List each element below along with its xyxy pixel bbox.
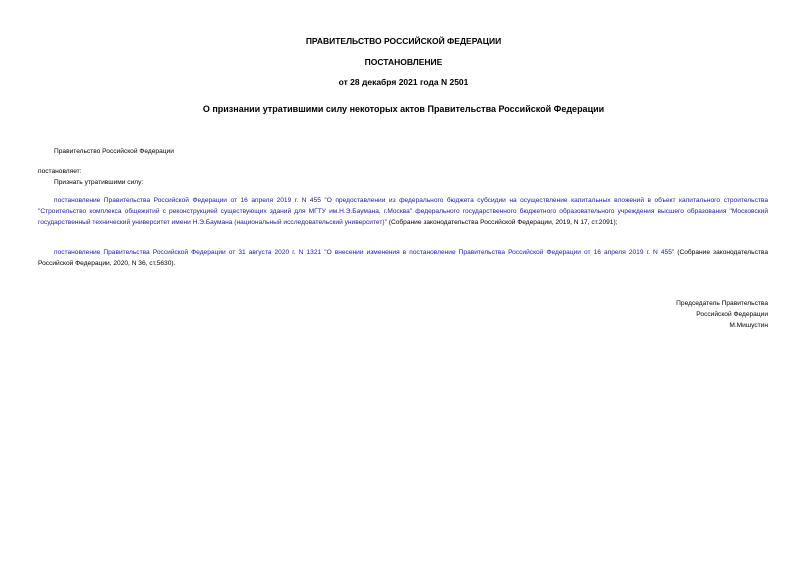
document-type: ПОСТАНОВЛЕНИЕ <box>364 57 443 67</box>
act-source-1: (Собрание законодательства Российской Федерации, 2019, N 17, ст.2091); <box>386 219 618 226</box>
signatory-name: М.Мишустин <box>729 322 768 329</box>
government-line: Правительство Российской Федерации <box>54 148 174 155</box>
document-subject: О признании утратившими силу некоторых актов Правительства Российской Федерации <box>202 104 605 114</box>
document-date-number: от 28 декабря 2021 года N 2501 <box>338 77 469 87</box>
act-source-2: (Собрание законодательства Российской Федерации, 2020, N 36, ст.5630). <box>38 249 768 267</box>
repealed-act-item-1 <box>38 195 768 228</box>
signatory-position-line2: Российской Федерации <box>696 311 768 318</box>
signatory-position-line1: Председатель Правительства <box>676 300 768 307</box>
signature-block <box>676 298 768 331</box>
decrees-line: постановляет: <box>38 168 82 175</box>
repealed-act-item-2 <box>38 247 768 269</box>
act-link-2[interactable]: постановление Правительства Российской Федерации от 31 августа 2020 г. N 1321 "О внесении изменения в постановление Правительства Российской Федерации от 16 апреля 2019 г. N 455" <box>54 249 675 256</box>
recognize-line: Признать утратившими силу: <box>54 179 144 186</box>
issuing-authority: ПРАВИТЕЛЬСТВО РОССИЙСКОЙ ФЕДЕРАЦИИ <box>305 36 502 46</box>
act-link-1[interactable]: постановление Правительства Российской Федерации от 16 апреля 2019 г. N 455 "О предоставлении из федерального бюджета субсидии на осуществление капитальных вложений в объект капитального строительства "Строительство комплекса общежитий с реконструкцией существующих зданий для МГТУ им.Н.Э.Баумана, г.Москва" федерального государственного бюджетного образовательного учреждения высшего образования "Московский государственный технический университет имени Н.Э.Баумана (национальный исследовательский университет)" <box>38 197 768 226</box>
